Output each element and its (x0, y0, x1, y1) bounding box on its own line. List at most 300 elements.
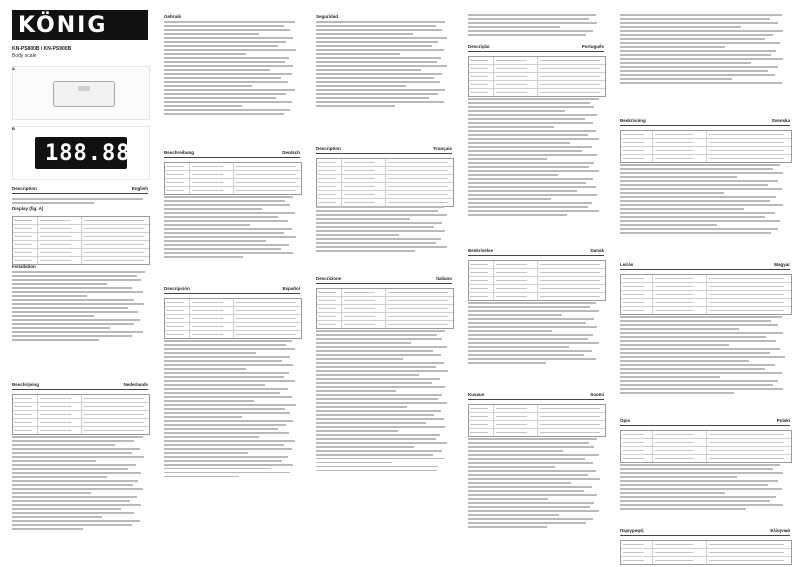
table-cell (236, 310, 296, 312)
section-title: Leírás (620, 262, 634, 267)
text-line (164, 376, 284, 378)
table-cell (621, 299, 653, 306)
text-line (468, 14, 596, 16)
text-line (316, 430, 398, 432)
text-line (164, 49, 296, 51)
text-line (164, 424, 286, 426)
text-block (620, 462, 790, 512)
table-cell (709, 150, 784, 152)
text-line (316, 49, 444, 51)
table-cell (655, 142, 693, 144)
table-cell (165, 179, 190, 186)
text-line (316, 398, 438, 400)
table-cell (496, 84, 526, 86)
table-cell (709, 450, 784, 452)
text-line (12, 468, 128, 470)
table-cell (470, 92, 487, 94)
text-line (316, 73, 442, 75)
table-cell (84, 244, 144, 246)
text-line (164, 236, 296, 238)
table-cell (496, 76, 526, 78)
text-block (468, 436, 604, 530)
table-cell (621, 455, 653, 462)
table-cell (13, 395, 38, 402)
table-cell (469, 285, 494, 292)
table-cell (652, 549, 707, 556)
table-cell (621, 557, 653, 564)
table-cell (621, 147, 653, 154)
table-cell (540, 60, 600, 62)
text-line (316, 362, 444, 364)
parts-table (316, 158, 454, 207)
table-cell (341, 183, 386, 190)
text-line (316, 214, 447, 216)
table-cell (14, 406, 31, 408)
table-row (13, 427, 149, 434)
parts-table (164, 298, 302, 339)
text-line (620, 30, 783, 32)
table-cell (652, 299, 707, 306)
table-row (469, 421, 605, 429)
scale-illustration (53, 81, 115, 107)
section-header (316, 276, 452, 284)
table-cell (493, 65, 538, 72)
table-cell (496, 68, 526, 70)
text-line (468, 526, 547, 528)
text-line (468, 102, 590, 104)
table-row (317, 167, 453, 175)
text-line (316, 53, 400, 55)
table-cell (540, 76, 600, 78)
table-cell (166, 310, 183, 312)
text-line (620, 18, 770, 20)
table-cell (623, 560, 644, 562)
table-cell (388, 186, 448, 188)
table-cell (166, 182, 183, 184)
text-line (316, 462, 392, 464)
text-line (468, 486, 592, 488)
table-cell (493, 89, 538, 96)
table-cell (652, 155, 707, 162)
table-cell (40, 430, 70, 432)
table-cell (623, 158, 644, 160)
text-line (620, 42, 780, 44)
text-line (316, 438, 436, 440)
text-line (316, 93, 438, 95)
text-line (164, 29, 290, 31)
section-header (164, 286, 300, 294)
text-line (12, 492, 91, 494)
table-cell (493, 405, 538, 412)
table-cell (623, 458, 644, 460)
table-cell (709, 310, 784, 312)
figure-a-label: A (12, 66, 15, 71)
text-line (468, 166, 589, 168)
text-line (316, 101, 444, 103)
table-cell (469, 277, 494, 284)
table-cell (13, 427, 38, 434)
text-line (468, 170, 599, 172)
text-line (164, 352, 256, 354)
table-cell (13, 419, 38, 426)
text-line (316, 342, 411, 344)
table-cell (236, 190, 296, 192)
text-line (12, 472, 141, 474)
table-cell (37, 395, 82, 402)
text-line (316, 382, 432, 384)
table-cell (540, 416, 600, 418)
text-line (468, 446, 594, 448)
section-title: Descrição (468, 44, 490, 49)
text-line (12, 436, 143, 438)
table-cell (652, 447, 707, 454)
table-cell (493, 73, 538, 80)
table-cell (540, 92, 600, 94)
table-cell (317, 191, 342, 198)
table-row (13, 233, 149, 241)
text-line (620, 168, 773, 170)
table-cell (470, 432, 487, 434)
table-cell (623, 294, 644, 296)
text-line (316, 41, 438, 43)
subsection-heading: Gebruik (164, 14, 182, 19)
table-cell (621, 307, 653, 314)
text-line (468, 150, 582, 152)
parts-table (620, 130, 792, 163)
table-cell (623, 142, 644, 144)
table-cell (709, 458, 784, 460)
table-cell (496, 60, 526, 62)
text-line (620, 204, 783, 206)
table-cell (621, 155, 653, 162)
parts-table (12, 394, 150, 435)
table-cell (470, 264, 487, 266)
text-line (164, 372, 289, 374)
text-line (164, 21, 295, 23)
text-line (620, 344, 729, 346)
text-line (316, 422, 426, 424)
text-line (12, 496, 137, 498)
section-title: Descripción (164, 286, 190, 291)
table-cell (40, 220, 70, 222)
table-cell (341, 305, 386, 312)
text-line (468, 350, 592, 352)
text-line (164, 77, 281, 79)
table-cell (652, 139, 707, 146)
section-header (468, 248, 604, 256)
text-line (316, 21, 445, 23)
text-line (620, 62, 751, 64)
table-cell (14, 228, 31, 230)
table-row (469, 81, 605, 89)
text-line (164, 232, 284, 234)
table-cell (317, 159, 342, 166)
text-line (468, 146, 592, 148)
text-line (164, 224, 250, 226)
text-line (12, 516, 102, 518)
table-cell (469, 57, 494, 64)
text-line (12, 279, 141, 281)
text-line (468, 34, 586, 36)
table-cell (344, 170, 374, 172)
table-cell (655, 302, 693, 304)
text-line (620, 340, 776, 342)
logo-text: KÖNIG (18, 13, 108, 38)
table-cell (623, 310, 644, 312)
table-cell (341, 289, 386, 296)
table-cell (655, 294, 693, 296)
table-cell (621, 549, 653, 556)
table-cell (165, 323, 190, 330)
table-cell (192, 318, 222, 320)
text-line (620, 480, 778, 482)
table-cell (623, 278, 644, 280)
table-row (469, 73, 605, 81)
parts-table (620, 274, 792, 315)
table-cell (540, 272, 600, 274)
text-line (620, 468, 773, 470)
scale-display-illustration (78, 86, 90, 91)
table-cell (655, 544, 693, 546)
table-cell (189, 171, 234, 178)
table-cell (37, 217, 82, 224)
section-title: Περιγραφή (620, 528, 644, 533)
text-line (164, 244, 289, 246)
table-cell (388, 300, 448, 302)
table-row (469, 405, 605, 413)
text-line (164, 400, 254, 402)
text-line (12, 327, 110, 329)
text-line (164, 204, 290, 206)
text-line (620, 388, 783, 390)
table-row (165, 163, 301, 171)
table-cell (621, 431, 653, 438)
table-cell (388, 194, 448, 196)
text-line (316, 234, 399, 236)
table-row (621, 541, 791, 549)
text-line (620, 70, 768, 72)
table-cell (37, 249, 82, 256)
text-line (12, 484, 133, 486)
table-cell (652, 291, 707, 298)
table-cell (165, 187, 190, 194)
text-line (164, 448, 292, 450)
table-cell (470, 68, 487, 70)
text-line (468, 330, 552, 332)
table-cell (40, 252, 70, 254)
text-line (316, 418, 444, 420)
text-line (620, 476, 737, 478)
text-line (164, 33, 259, 35)
text-line (316, 358, 403, 360)
text-line (316, 454, 433, 456)
section-language: Polski (776, 418, 790, 423)
table-cell (623, 552, 644, 554)
text-line (316, 77, 434, 79)
text-line (316, 394, 442, 396)
section-language: Ελληνικά (770, 528, 790, 533)
text-block (316, 204, 452, 254)
table-cell (189, 299, 234, 306)
text-line (164, 216, 278, 218)
table-cell (709, 158, 784, 160)
figure-a (12, 66, 150, 120)
text-line (316, 330, 445, 332)
table-cell (40, 260, 70, 262)
text-line (468, 498, 548, 500)
text-line (164, 444, 284, 446)
table-row (317, 183, 453, 191)
text-line (164, 396, 292, 398)
text-line (620, 472, 783, 474)
table-cell (166, 190, 183, 192)
text-line (468, 178, 593, 180)
text-line (468, 326, 597, 328)
table-cell (37, 241, 82, 248)
text-line (468, 130, 596, 132)
table-cell (709, 302, 784, 304)
text-line (620, 488, 782, 490)
table-row (165, 179, 301, 187)
table-cell (341, 191, 386, 198)
parts-table (620, 430, 792, 463)
text-line (12, 440, 134, 442)
text-line (468, 126, 554, 128)
table-cell (709, 552, 784, 554)
table-cell (318, 292, 335, 294)
section-header (316, 146, 452, 154)
table-cell (493, 421, 538, 428)
text-line (316, 466, 438, 468)
table-cell (493, 269, 538, 276)
table-cell (341, 175, 386, 182)
text-line (316, 410, 441, 412)
table-cell (40, 228, 70, 230)
text-line (12, 488, 143, 490)
table-cell (318, 324, 335, 326)
table-cell (166, 318, 183, 320)
text-line (316, 218, 410, 220)
table-cell (344, 308, 374, 310)
table-row (621, 275, 791, 283)
text-line (12, 339, 99, 341)
text-line (164, 356, 290, 358)
table-row (13, 403, 149, 411)
text-block (468, 96, 604, 218)
text-line (620, 180, 778, 182)
text-line (316, 29, 442, 31)
table-cell (655, 560, 693, 562)
table-cell (236, 318, 296, 320)
text-line (620, 224, 717, 226)
text-line (12, 275, 137, 277)
table-cell (37, 419, 82, 426)
text-line (164, 25, 284, 27)
table-row (621, 131, 791, 139)
text-line (164, 196, 293, 198)
text-line (316, 226, 434, 228)
text-block (12, 196, 148, 211)
table-cell (709, 134, 784, 136)
table-cell (540, 408, 600, 410)
table-cell (655, 310, 693, 312)
table-cell (341, 297, 386, 304)
table-cell (493, 429, 538, 436)
table-cell (84, 406, 144, 408)
table-cell (652, 275, 707, 282)
text-line (12, 331, 143, 333)
table-cell (344, 292, 374, 294)
table-cell (470, 408, 487, 410)
table-cell (37, 403, 82, 410)
table-cell (469, 429, 494, 436)
text-line (164, 53, 246, 55)
text-line (468, 482, 571, 484)
text-line (620, 14, 782, 16)
text-line (620, 508, 746, 510)
table-cell (623, 442, 644, 444)
table-cell (388, 178, 448, 180)
text-line (12, 452, 132, 454)
text-line (468, 450, 563, 452)
table-cell (540, 84, 600, 86)
text-line (468, 162, 594, 164)
text-block (164, 12, 300, 117)
text-line (164, 85, 252, 87)
text-line (620, 376, 720, 378)
table-cell (621, 439, 653, 446)
text-line (164, 348, 295, 350)
text-line (12, 202, 94, 204)
subsection-heading: Display (fig. A) (12, 206, 44, 212)
section-title: Beschreibung (164, 150, 195, 155)
table-cell (709, 560, 784, 562)
text-line (468, 190, 577, 192)
text-line (620, 380, 778, 382)
table-cell (540, 296, 600, 298)
text-line (164, 200, 285, 202)
text-block (164, 338, 300, 480)
text-line (620, 360, 749, 362)
text-line (164, 240, 266, 242)
text-line (316, 61, 437, 63)
table-row (469, 269, 605, 277)
subsection-heading: Installation (12, 264, 36, 269)
table-cell (40, 422, 70, 424)
table-row (317, 321, 453, 328)
text-line (316, 458, 444, 460)
text-line (316, 350, 433, 352)
text-line (12, 528, 83, 530)
table-cell (166, 334, 183, 336)
table-cell (652, 541, 707, 548)
table-cell (165, 315, 190, 322)
text-line (468, 26, 560, 28)
text-line (316, 378, 440, 380)
section-language: English (131, 186, 148, 191)
table-cell (344, 300, 374, 302)
table-cell (540, 424, 600, 426)
table-cell (14, 244, 31, 246)
text-line (12, 319, 140, 321)
text-line (620, 50, 776, 52)
parts-table (164, 162, 302, 195)
text-line (620, 220, 780, 222)
table-row (621, 283, 791, 291)
table-cell (469, 73, 494, 80)
text-line (468, 122, 593, 124)
table-row (13, 225, 149, 233)
